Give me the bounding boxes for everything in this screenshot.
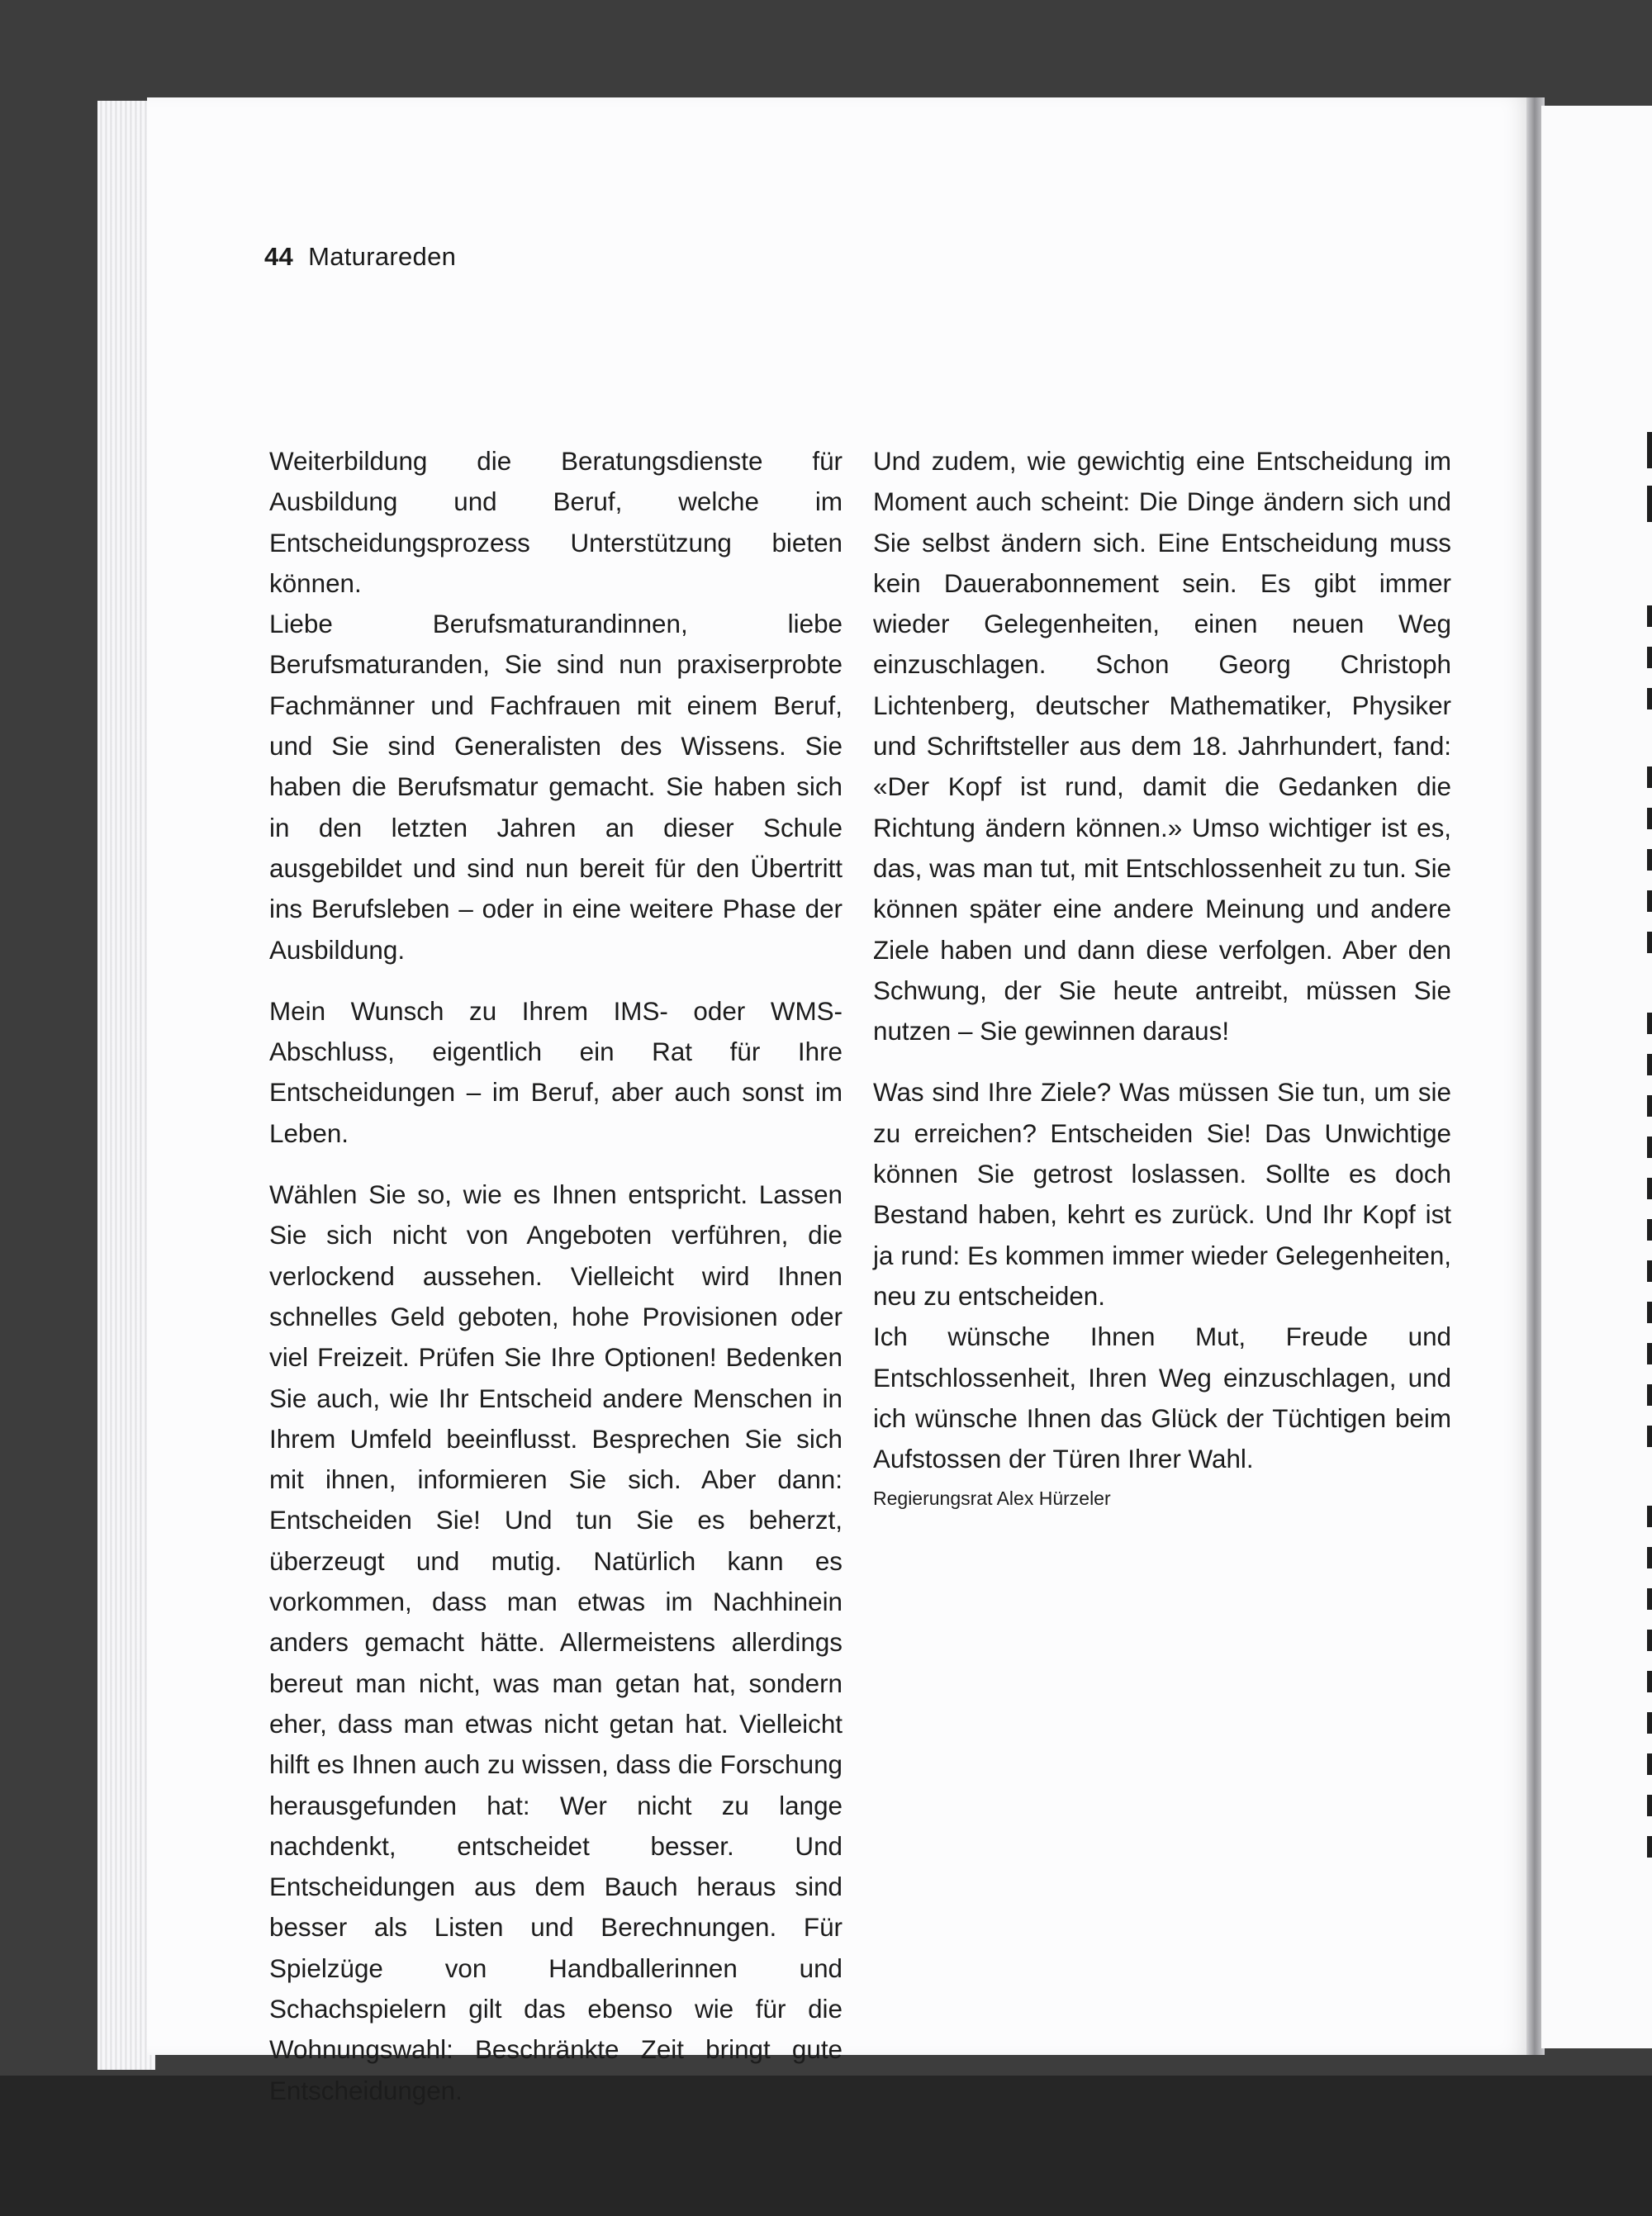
signature-line: Regierungsrat Alex Hürzeler — [873, 1488, 1111, 1510]
clipped-text-fragment — [1647, 1630, 1652, 1651]
clipped-text-fragment — [1647, 1712, 1652, 1734]
page-number: 44 — [264, 242, 294, 271]
body-paragraph: Wählen Sie so, wie es Ihnen entspricht. Lassen Sie sich nicht von Angeboten verführen, die verlockend aussehen. Vielleicht wird Ihnen schnelles Geld geboten, hohe Provisionen oder viel Freizeit. Prüfen Sie Ihre Optionen! Bedenken Sie auch, wie Ihr Entscheid andere Menschen in Ihrem Umfeld beeinflusst. Besprechen Sie sich mit ihnen, informieren Sie sich. Aber dann: Entscheiden Sie! Und tun Sie es beherzt, überzeugt und mutig. Natürlich kann es vorkommen, dass man etwas im Nachhinein anders gemacht hätte. Allermeistens allerdings bereut man nicht, was man getan hat, sondern eher, dass man etwas nicht getan hat. Vielleicht hilft es Ihnen auch zu wissen, dass die Forschung herausgefunden hat: Wer nicht zu lange nachdenkt, entscheidet besser. Und Entscheidungen aus dem Bauch heraus sind besser als Listen und Berechnungen. Für Spielzüge von Handballerinnen und Schachspielern gilt das ebenso wie für die Wohnungswahl: Beschränkte Zeit bringt gute Entscheidungen. — [269, 1180, 843, 2105]
clipped-text-fragment — [1647, 1384, 1652, 1406]
clipped-text-fragment — [1647, 1219, 1652, 1241]
clipped-text-fragment — [1647, 932, 1652, 953]
clipped-text-fragment — [1647, 1260, 1652, 1282]
clipped-text-fragment — [1647, 1095, 1652, 1117]
clipped-text-fragment — [1647, 1753, 1652, 1775]
clipped-text-fragment — [1647, 1302, 1652, 1323]
clipped-text-fragment — [1647, 1178, 1652, 1199]
clipped-text-fragment — [1647, 1426, 1652, 1447]
body-paragraph: Mein Wunsch zu Ihrem IMS- oder WMS-Abschluss, eigentlich ein Rat für Ihre Entscheidungen – im Beruf, aber auch sonst im Leben. — [269, 996, 843, 1148]
right-column — [873, 441, 1451, 1512]
clipped-text-fragment — [1647, 1836, 1652, 1858]
body-paragraph: Weiterbildung die Beratungsdienste für Ausbildung und Beruf, welche im Entscheidungsprozess Unterstützung bieten können. — [269, 447, 843, 598]
clipped-text-fragment — [1647, 1054, 1652, 1075]
clipped-text-fragment — [1647, 605, 1652, 627]
clipped-text-fragment — [1647, 890, 1652, 912]
running-title: Maturareden — [308, 242, 457, 271]
clipped-text-fragment — [1647, 647, 1652, 668]
running-head — [264, 242, 456, 272]
clipped-text-fragment — [1647, 1343, 1652, 1364]
body-paragraph: Liebe Berufsmaturandinnen, liebe Berufsmaturanden, Sie sind nun praxiserprobte Fachmänner und Fachfrauen mit einem Beruf, und Sie sind Generalisten des Wissens. Sie haben die Berufsmatur gemacht. Sie haben sich in den letzten Jahren an dieser Schule ausgebildet und sind nun bereit für den Übertritt ins Berufsleben – oder in eine weitere Phase der Ausbildung. — [269, 610, 843, 965]
clipped-heading-fragment — [1647, 432, 1652, 468]
clipped-text-fragment — [1647, 1671, 1652, 1692]
body-paragraph: Ich wünsche Ihnen Mut, Freude und Entschlossenheit, Ihren Weg einzuschlagen, und ich wünsche Ihnen das Glück der Tüchtigen beim Aufstossen der Türen Ihrer Wahl. — [873, 1322, 1451, 1474]
clipped-text-fragment — [1647, 1795, 1652, 1816]
facing-page-edge — [1541, 106, 1652, 2048]
clipped-text-fragment — [1647, 808, 1652, 829]
clipped-text-fragment — [1647, 1136, 1652, 1158]
clipped-text-fragment — [1647, 1588, 1652, 1610]
clipped-heading-fragment — [1647, 486, 1652, 522]
clipped-text-fragment — [1647, 1547, 1652, 1568]
body-paragraph: Was sind Ihre Ziele? Was müssen Sie tun, um sie zu erreichen? Entscheiden Sie! Das Unwichtige können Sie getrost loslassen. Sollte es doch Bestand haben, kehrt es zurück. Und Ihr Kopf ist ja rund: Es kommen immer wieder Gelegenheiten, neu zu entscheiden. — [873, 1078, 1451, 1311]
clipped-text-fragment — [1647, 1506, 1652, 1527]
clipped-text-fragment — [1647, 849, 1652, 871]
clipped-text-fragment — [1647, 766, 1652, 788]
body-paragraph: Und zudem, wie gewichtig eine Entscheidung im Moment auch scheint: Die Dinge ändern sich und Sie selbst ändern sich. Eine Entscheidung muss kein Dauerabonnement sein. Es gibt immer wieder Gelegenheiten, einen neuen Weg einzuschlagen. Schon Georg Christoph Lichtenberg, deutscher Mathematiker, Physiker und Schriftsteller aus dem 18. Jahrhundert, fand: «Der Kopf ist rund, damit die Gedanken die Richtung ändern können.» Umso wichtiger ist es, das, was man tut, mit Entschlossenheit zu tun. Sie können später eine andere Meinung und andere Ziele haben und dann diese verfolgen. Aber den Schwung, der Sie heute antreibt, müssen Sie nutzen – Sie gewinnen daraus! — [873, 447, 1451, 1046]
clipped-text-fragment — [1647, 1013, 1652, 1034]
left-column — [269, 441, 843, 2111]
clipped-text-fragment — [1647, 688, 1652, 709]
